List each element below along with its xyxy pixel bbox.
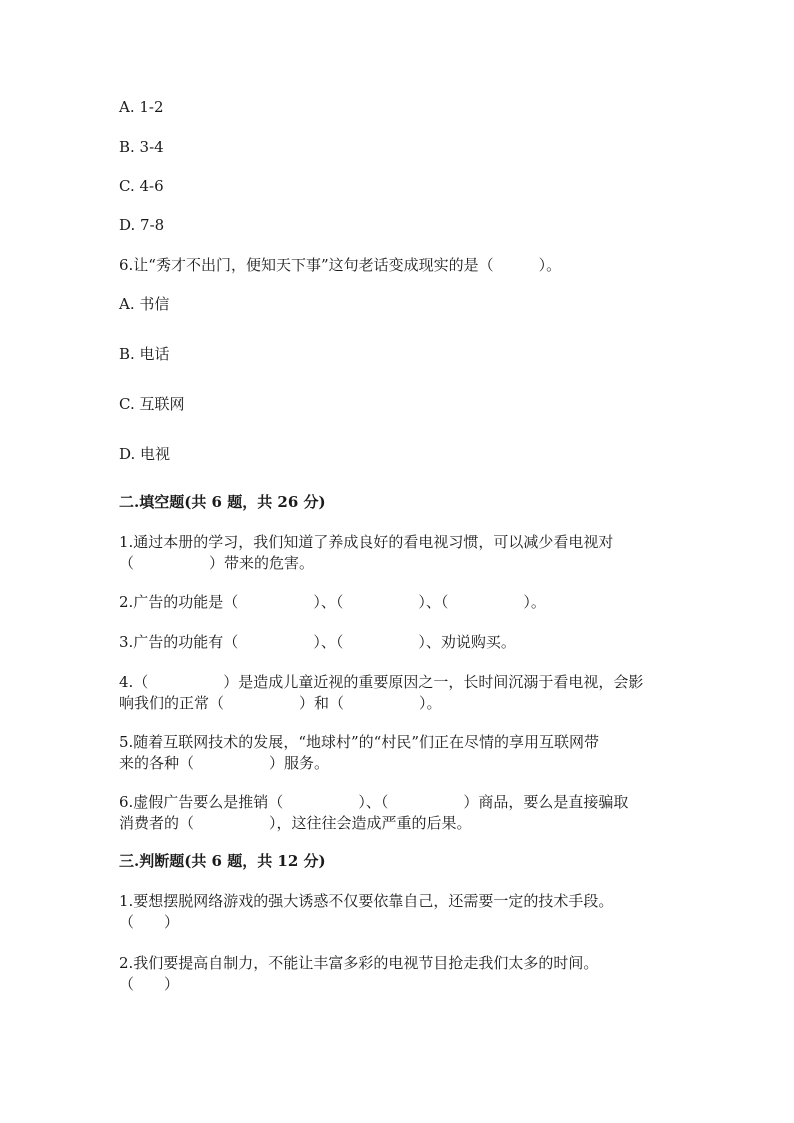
question-6-option-d: D. 电视 xyxy=(119,445,171,463)
fill-in-section-heading: 二.填空题(共 6 题，共 26 分) xyxy=(119,493,326,511)
fill-question-4: 4.（ ）是造成儿童近视的重要原因之一，长时间沉溺于看电视，会影 响我们的正常（ ）和（ ）。 xyxy=(119,673,644,712)
option-d: D. 7-8 xyxy=(119,216,165,234)
option-c: C. 4-6 xyxy=(119,177,164,195)
fill-question-5: 5.随着互联网技术的发展，“地球村”的“村民”们正在尽情的享用互联网带 来的各种（ ）服务。 xyxy=(119,733,599,772)
question-6-option-a: A. 书信 xyxy=(119,295,170,313)
question-6-option-b: B. 电话 xyxy=(119,345,170,363)
fill-question-1: 1.通过本册的学习，我们知道了养成良好的看电视习惯，可以减少看电视对 （ ）带来的危害。 xyxy=(119,533,614,572)
question-6-stem: 6.让“秀才不出门，便知天下事”这句老话变成现实的是（ ）。 xyxy=(119,256,562,274)
fill-question-6: 6.虚假广告要么是推销（ ）、（ ）商品，要么是直接骗取 消费者的（ ），这往往会造成严重的后果。 xyxy=(119,793,629,832)
judge-question-2: 2.我们要提高自制力，不能让丰富多彩的电视节目抢走我们太多的时间。 （ ） xyxy=(119,954,599,993)
fill-question-3: 3.广告的功能有（ ）、（ ）、劝说购买。 xyxy=(119,633,516,651)
judge-section-heading: 三.判断题(共 6 题，共 12 分) xyxy=(119,852,326,870)
judge-question-1: 1.要想摆脱网络游戏的强大诱惑不仅要依靠自己，还需要一定的技术手段。 （ ） xyxy=(119,892,614,931)
question-6-option-c: C. 互联网 xyxy=(119,395,185,413)
option-b: B. 3-4 xyxy=(119,138,164,156)
fill-question-2: 2.广告的功能是（ ）、（ ）、（ ）。 xyxy=(119,593,546,611)
option-a: A. 1-2 xyxy=(119,98,164,116)
